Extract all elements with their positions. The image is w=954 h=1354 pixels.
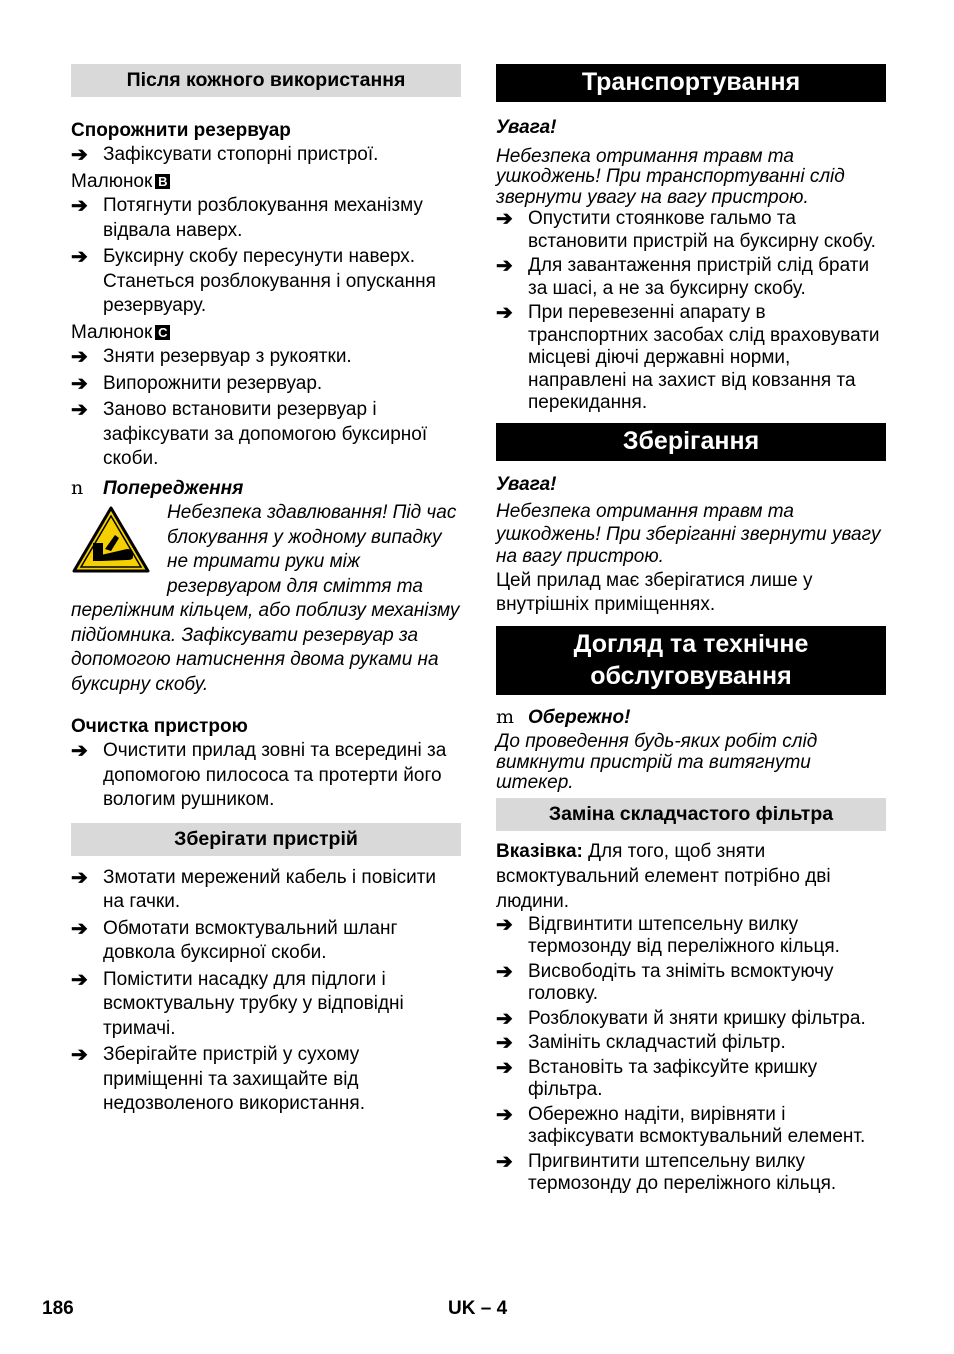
warning-heading: n Попередження xyxy=(71,476,244,499)
arrow-icon: ➔ xyxy=(71,372,88,395)
list-item: ➔ Зняти резервуар з рукоятки. xyxy=(71,346,352,368)
list-item: ➔ Обережно надіти, вирівняти і зафіксувати всмоктувальний елемент. xyxy=(496,1103,866,1147)
list-item: ➔ Випорожнити резервуар. xyxy=(71,372,323,395)
list-cleaning xyxy=(71,739,461,813)
right-column xyxy=(496,64,886,1198)
arrow-icon: ➔ xyxy=(71,1044,88,1066)
list-item: ➔ Потягнути розблокування механізму відвала наверх. xyxy=(71,195,423,241)
caution-text: До проведення будь-яких робіт слід вимкнути пристрій та витягнути штекер. xyxy=(496,731,818,793)
figure-ref-b: Малюнок B xyxy=(71,170,461,195)
left-column xyxy=(71,64,461,1119)
caution-heading: m Обережно! xyxy=(496,705,631,728)
section-heading-after-use: Після кожного використання xyxy=(71,64,461,97)
arrow-icon: ➔ xyxy=(71,144,88,166)
list-item: ➔ Зафіксувати стопорні пристрої. xyxy=(71,144,379,166)
list-figure-c xyxy=(71,345,461,472)
section-heading-maintenance: Догляд та технічне обслуговування xyxy=(496,626,886,695)
arrow-icon: ➔ xyxy=(71,399,88,421)
page-number: 186 xyxy=(42,1298,74,1319)
figure-ref-c: Малюнок C xyxy=(71,321,461,346)
section-heading-storage: Зберігання xyxy=(496,423,886,461)
subheading-cleaning: Очистка пристрою xyxy=(71,716,248,737)
section-heading-transport: Транспортування xyxy=(496,64,886,102)
caution-label: Увага! xyxy=(496,117,557,138)
list-filter-replacement xyxy=(496,914,886,1196)
warning-block xyxy=(71,501,461,697)
list-item: ➔ При перевезенні апарату в транспортних засобах слід враховувати місцеві діючі державні норми, направлені на захист від ковзання та перекидання. xyxy=(496,302,880,413)
arrow-icon: ➔ xyxy=(496,208,513,230)
list-item: ➔ Буксирну скобу пересунути наверх. Станеться розблокування і опускання резервуару. xyxy=(71,246,436,316)
section-heading-store-device: Зберігати пристрій xyxy=(71,823,461,856)
arrow-icon: ➔ xyxy=(496,913,513,936)
caution-symbol: m xyxy=(496,705,515,728)
list-item: ➔ Для завантаження пристрій слід брати за шасі, а не за буксирну скобу. xyxy=(496,255,870,299)
arrow-icon: ➔ xyxy=(71,740,88,762)
list-item: ➔ Відгвинтити штепсельну вилку термозонду від переліжного кільця. xyxy=(496,913,840,957)
list-item: ➔ Розблокувати й зняти кришку фільтра. xyxy=(496,1007,866,1030)
note-text: Вказівка: Для того, щоб зняти всмоктувальний елемент потрібно дві людини. xyxy=(496,840,831,912)
list-transport xyxy=(496,208,886,415)
figure-letter-c: C xyxy=(155,325,170,340)
storage-text: Цей прилад має зберігатися лише у внутрішніх приміщеннях. xyxy=(496,569,813,615)
arrow-icon: ➔ xyxy=(71,968,88,991)
arrow-icon: ➔ xyxy=(496,960,513,983)
arrow-icon: ➔ xyxy=(496,1103,513,1126)
list-empty-tank xyxy=(71,143,461,168)
list-item: ➔ Заново встановити резервуар і зафіксувати за допомогою буксирної скоби. xyxy=(71,399,428,469)
arrow-icon: ➔ xyxy=(71,346,88,368)
list-item: ➔ Помістити насадку для підлоги і всмоктувальну трубку у відповідні тримачі. xyxy=(71,968,404,1039)
list-store-device xyxy=(71,866,461,1117)
list-item: ➔ Зберігайте пристрій у сухому приміщенні та захищайте від недозволеного використання. xyxy=(71,1044,365,1114)
subheading-empty-tank: Спорожнити резервуар xyxy=(71,120,291,141)
list-item: ➔ Обмотати всмоктувальний шланг довкола буксирної скоби. xyxy=(71,917,398,963)
page-code: UK – 4 xyxy=(448,1298,508,1319)
arrow-icon: ➔ xyxy=(496,1032,513,1054)
section-heading-filter-replacement: Заміна складчастого фільтра xyxy=(496,798,886,831)
arrow-icon: ➔ xyxy=(496,1007,513,1030)
arrow-icon: ➔ xyxy=(71,246,88,268)
arrow-icon: ➔ xyxy=(71,866,88,889)
list-item: ➔ Пригвинтити штепсельну вилку термозонду до переліжного кільця. xyxy=(496,1150,837,1194)
list-item: ➔ Встановіть та зафіксуйте кришку фільтра. xyxy=(496,1056,818,1100)
list-item: ➔ Висвободіть та зніміть всмоктуючу головку. xyxy=(496,960,834,1004)
figure-letter-b: B xyxy=(155,174,170,189)
list-item: ➔ Змотати мережений кабель і повісити на гачки. xyxy=(71,866,437,912)
caution-text: Небезпека отримання травм та ушкоджень! При транспортуванні слід звернути увагу на вагу пристрою. xyxy=(496,145,845,208)
warning-text: Небезпека здавлювання! Під час блокування у жодному випадку не тримати руки між резервуаром для сміття та переліжним кільцем, або поблизу механізму підйомника. Зафіксувати резервуар за допомогою натиснення двома руками на буксирну скобу. xyxy=(71,502,460,695)
list-figure-b xyxy=(71,194,461,319)
crush-hazard-warning-icon xyxy=(71,505,151,575)
caution-label: Увага! xyxy=(496,473,557,495)
list-item: ➔ Опустити стоянкове гальмо та встановити пристрій на буксирну скобу. xyxy=(496,208,876,252)
list-item: ➔ Замініть складчастий фільтр. xyxy=(496,1032,786,1054)
arrow-icon: ➔ xyxy=(496,1056,513,1079)
arrow-icon: ➔ xyxy=(496,302,513,324)
arrow-icon: ➔ xyxy=(496,255,513,277)
list-item: ➔ Очистити прилад зовні та всередині за допомогою пилососа та протерти його вологим рушником. xyxy=(71,740,447,810)
warning-symbol: n xyxy=(71,476,84,499)
arrow-icon: ➔ xyxy=(496,1150,513,1173)
arrow-icon: ➔ xyxy=(71,917,88,940)
caution-text: Небезпека отримання травм та ушкоджень! При зберіганні звернути увагу на вагу пристрою. xyxy=(496,501,881,567)
arrow-icon: ➔ xyxy=(71,195,88,217)
